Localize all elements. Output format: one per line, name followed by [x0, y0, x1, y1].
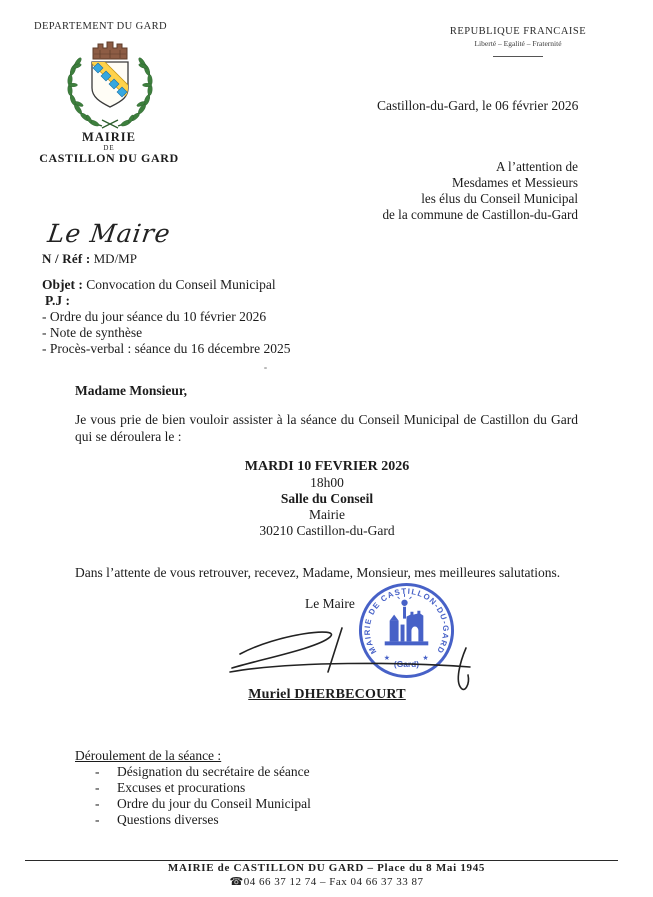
agenda-item-text: Excuses et procurations [117, 780, 246, 795]
signer-name: Muriel DHERBECOURT [248, 687, 406, 702]
bullet-dash: - [95, 764, 100, 779]
sender-script-title: Le Maire [45, 219, 173, 248]
objet-block [42, 277, 291, 357]
mairie-line2: DE [103, 143, 115, 152]
meeting-time: 18h00 [310, 475, 344, 490]
salutation: Madame Monsieur, [75, 383, 187, 398]
footer-phone-fax: 04 66 37 12 74 – Fax 04 66 37 33 87 [243, 876, 424, 888]
mairie-title-block [24, 131, 194, 166]
republique-title: REPUBLIQUE FRANCAISE [449, 26, 587, 37]
star-icon: ★ [383, 655, 390, 663]
coat-of-arms-icon [52, 38, 168, 132]
dateline: Castillon-du-Gard, le 06 février 2026 [377, 98, 579, 113]
star-icon: ★ [422, 655, 429, 663]
reference-label: N / Réf : [42, 251, 91, 266]
objet-line [42, 277, 291, 293]
footer-contact [0, 875, 653, 888]
republique-devise: Liberté – Egalité – Fraternité [474, 39, 562, 48]
mairie-line1: MAIRIE [82, 130, 136, 144]
meeting-details-block [76, 459, 578, 539]
header-divider [493, 56, 543, 57]
closing-line: Dans l’attente de vous retrouver, recevez, Madame, Monsieur, mes meilleures salutations. [75, 565, 561, 580]
signer-title: Le Maire [305, 596, 355, 611]
list-item [75, 764, 311, 780]
recipient-line: de la commune de Castillon-du-Gard [382, 207, 578, 222]
agenda-item-text: Désignation du secrétaire de séance [117, 764, 310, 779]
scan-artifact-dot [264, 367, 267, 369]
agenda-title: Déroulement de la séance : [75, 748, 222, 763]
list-item [75, 796, 311, 812]
bullet-dash: - [95, 780, 100, 795]
objet-value: Convocation du Conseil Municipal [86, 277, 276, 292]
footer-divider [25, 860, 618, 861]
footer-address: MAIRIE de CASTILLON DU GARD – Place du 8 Mai 1945 [167, 862, 486, 874]
bullet-dash: - [95, 796, 100, 811]
recipient-line: les élus du Conseil Municipal [421, 191, 578, 206]
meeting-place: Salle du Conseil [280, 491, 374, 506]
department-label: DEPARTEMENT DU GARD [34, 21, 167, 32]
reference-line [42, 251, 137, 267]
recipient-block [382, 159, 578, 223]
list-item [75, 812, 311, 828]
meeting-date: MARDI 10 FEVRIER 2026 [244, 459, 410, 474]
recipient-line: Mesdames et Messieurs [452, 175, 578, 190]
recipient-line: A l’attention de [495, 159, 578, 174]
agenda-block [75, 748, 311, 828]
stamp-ring-text: MAIRIE DE CASTILLON-DU-GARD [362, 586, 451, 656]
stamp-bottom-text: (Gard) [393, 659, 420, 670]
agenda-item-text: Questions diverses [117, 812, 219, 827]
republique-block [420, 26, 616, 57]
crown-icon [93, 42, 127, 59]
pj-label: P.J : [45, 293, 71, 308]
phone-icon: ☎ [229, 876, 244, 888]
meeting-building: Mairie [309, 507, 345, 522]
pj-item: - Procès-verbal : séance du 16 décembre 2025 [42, 341, 291, 356]
shield-icon [88, 58, 132, 107]
mairie-line3: CASTILLON DU GARD [39, 151, 179, 166]
pj-item: - Note de synthèse [42, 325, 143, 340]
agenda-item-text: Ordre du jour du Conseil Municipal [117, 796, 311, 811]
bullet-dash: - [95, 812, 100, 827]
objet-label: Objet : [42, 277, 83, 292]
pj-item: - Ordre du jour séance du 10 février 2026 [42, 309, 267, 324]
reference-value: MD/MP [93, 251, 137, 266]
list-item [75, 780, 311, 796]
body-paragraph: Je vous prie de bien vouloir assister à la séance du Conseil Municipal de Castillon du Gard qui se déroulera le : [75, 412, 578, 444]
meeting-city: 30210 Castillon-du-Gard [259, 523, 395, 538]
